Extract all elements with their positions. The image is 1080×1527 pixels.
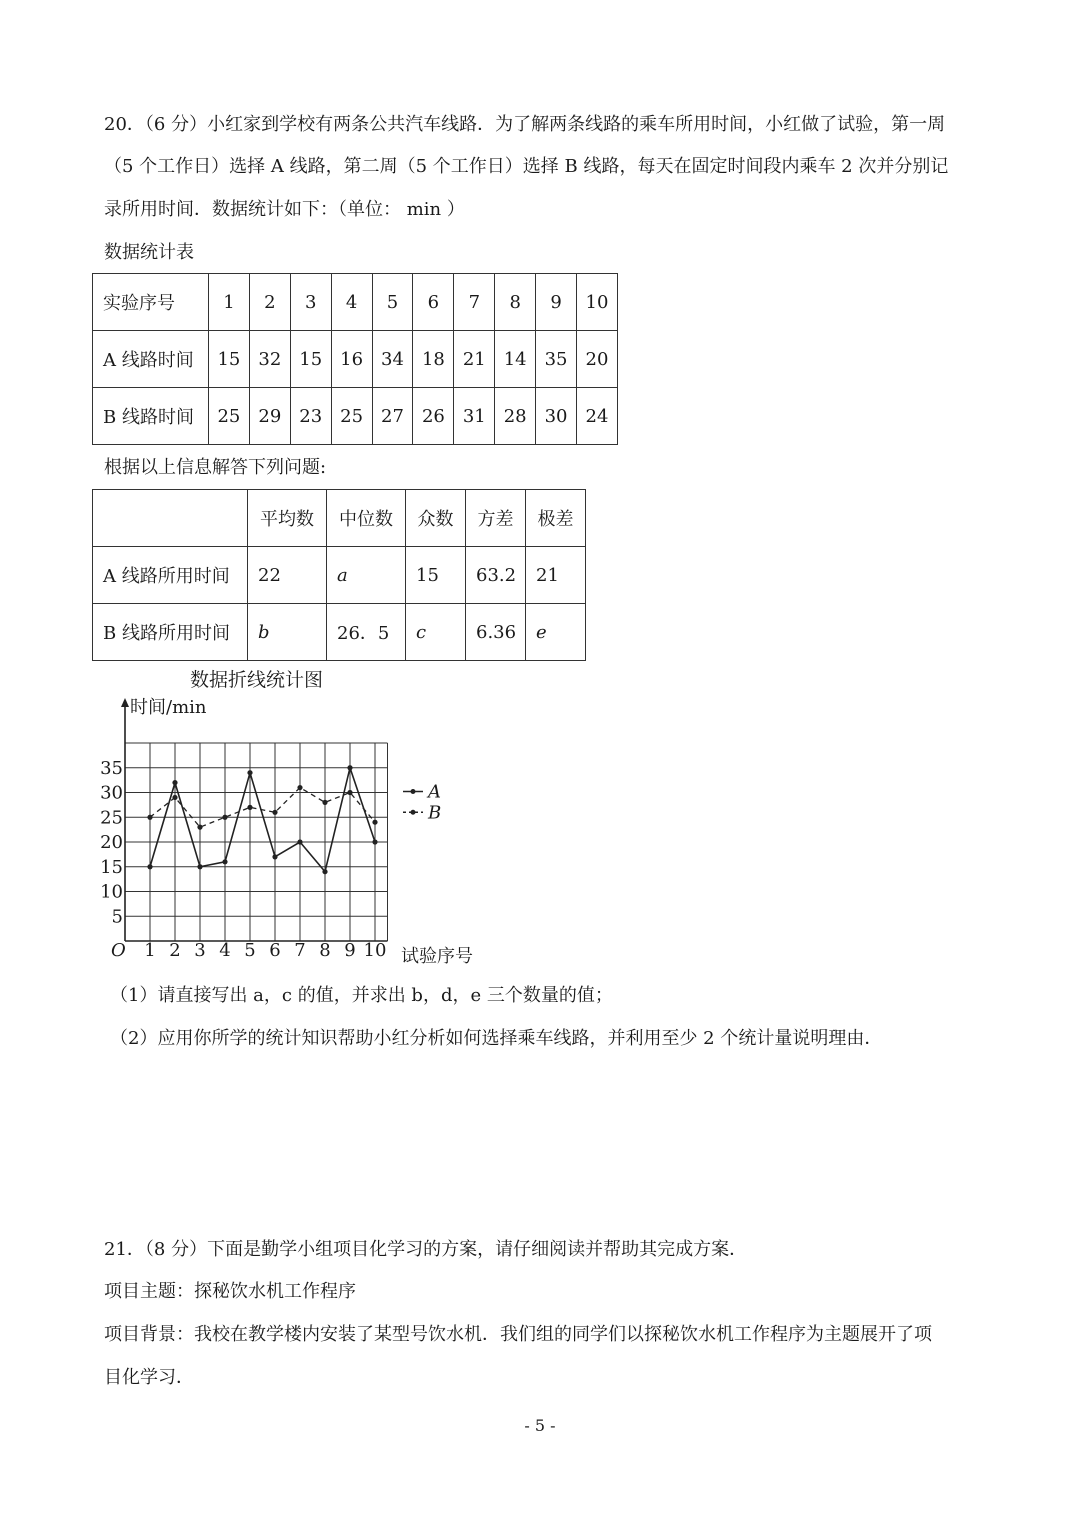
table-header: 众数 bbox=[406, 490, 466, 547]
row-a-label: A 线路所用时间 bbox=[93, 547, 248, 604]
data-point-B bbox=[247, 805, 252, 810]
data-point-A bbox=[297, 839, 302, 844]
table-cell: 25 bbox=[331, 388, 372, 445]
q21-line-1: 21．（8 分）下面是勤学小组项目化学习的方案，请仔细阅读并帮助其完成方案． bbox=[104, 1239, 748, 1260]
line-chart bbox=[100, 668, 500, 968]
data-point-A bbox=[222, 859, 227, 864]
x-tick-label: 10 bbox=[363, 940, 387, 961]
table-cell: 21 bbox=[526, 547, 586, 604]
table-cell: 30 bbox=[536, 388, 577, 445]
x-tick-label: 9 bbox=[344, 940, 356, 961]
y-tick-label: 15 bbox=[100, 856, 123, 878]
data-point-B bbox=[347, 790, 352, 795]
legend-marker-B bbox=[411, 810, 416, 815]
table-header: 中位数 bbox=[327, 490, 406, 547]
table-row bbox=[93, 490, 586, 547]
table-cell: 1 bbox=[209, 274, 250, 331]
table-cell: a bbox=[327, 547, 406, 604]
table-cell: b bbox=[248, 604, 327, 661]
legend-label-B: B bbox=[428, 802, 442, 824]
table-cell: 22 bbox=[248, 547, 327, 604]
table-header-label: 实验序号 bbox=[93, 274, 209, 331]
table-header: 平均数 bbox=[248, 490, 327, 547]
table-cell: 14 bbox=[495, 331, 536, 388]
table-cell: 26．5 bbox=[327, 604, 406, 661]
table-cell: 31 bbox=[454, 388, 495, 445]
table-cell: 25 bbox=[209, 388, 250, 445]
answer-intro: 根据以上信息解答下列问题: bbox=[104, 457, 327, 478]
x-tick-label: 3 bbox=[194, 940, 206, 961]
table-row bbox=[93, 388, 618, 445]
q21-background-2: 目化学习． bbox=[104, 1367, 194, 1388]
table-cell: 15 bbox=[290, 331, 331, 388]
table-cell: 63.2 bbox=[466, 547, 526, 604]
y-axis-arrow-icon bbox=[121, 698, 129, 707]
table-cell: 32 bbox=[249, 331, 290, 388]
table-cell: 16 bbox=[331, 331, 372, 388]
data-point-A bbox=[372, 839, 377, 844]
table-cell: 6 bbox=[413, 274, 454, 331]
x-tick-label: 2 bbox=[169, 940, 181, 961]
data-point-B bbox=[372, 820, 377, 825]
stats-table bbox=[92, 489, 586, 661]
table-cell: 15 bbox=[209, 331, 250, 388]
data-point-A bbox=[322, 869, 327, 874]
chart-title: 数据折线统计图 bbox=[190, 669, 324, 691]
x-tick-label: 5 bbox=[244, 940, 256, 961]
y-tick-label: 10 bbox=[100, 881, 123, 903]
table-cell: 2 bbox=[249, 274, 290, 331]
table-cell: 7 bbox=[454, 274, 495, 331]
data-point-B bbox=[147, 815, 152, 820]
table-cell: 23 bbox=[290, 388, 331, 445]
q20-line-1: 20．（6 分）小红家到学校有两条公共汽车线路．为了解两条线路的乘车所用时间，小红做了试验，第一周 bbox=[104, 114, 946, 135]
table-cell: 8 bbox=[495, 274, 536, 331]
data-point-A bbox=[197, 864, 202, 869]
data-point-A bbox=[272, 854, 277, 859]
table1-title: 数据统计表 bbox=[104, 242, 194, 263]
data-point-B bbox=[297, 785, 302, 790]
table-row bbox=[93, 274, 618, 331]
x-tick-label: 1 bbox=[144, 940, 156, 961]
data-point-B bbox=[322, 800, 327, 805]
table-header: 方差 bbox=[466, 490, 526, 547]
series-line-A bbox=[150, 768, 375, 872]
q21-background-1: 项目背景：我校在教学楼内安装了某型号饮水机．我们组的同学们以探秘饮水机工作程序为主题展开了项 bbox=[104, 1324, 932, 1345]
data-point-A bbox=[347, 765, 352, 770]
origin-label: O bbox=[111, 940, 126, 961]
y-tick-label: 35 bbox=[100, 757, 123, 779]
table-cell: 21 bbox=[454, 331, 495, 388]
table-cell: 28 bbox=[495, 388, 536, 445]
q20-line-3: 录所用时间．数据统计如下：（单位： min ） bbox=[104, 199, 465, 220]
y-tick-label: 20 bbox=[100, 832, 123, 853]
data-point-B bbox=[222, 815, 227, 820]
table-row bbox=[93, 547, 586, 604]
table-cell: 5 bbox=[372, 274, 413, 331]
q20-line-2: （5 个工作日）选择 A 线路，第二周（5 个工作日）选择 B 线路，每天在固定时间段内乘车 2 次并分别记 bbox=[104, 156, 949, 177]
x-tick-label: 6 bbox=[269, 940, 281, 961]
data-point-B bbox=[272, 810, 277, 815]
y-tick-label: 5 bbox=[111, 906, 123, 928]
table-cell: 24 bbox=[577, 388, 618, 445]
table-cell: 20 bbox=[577, 331, 618, 388]
table-cell: 27 bbox=[372, 388, 413, 445]
table-cell: 29 bbox=[249, 388, 290, 445]
table-header: 极差 bbox=[526, 490, 586, 547]
row-a-label: A 线路时间 bbox=[93, 331, 209, 388]
x-axis-label: 试验序号 bbox=[401, 946, 473, 967]
table-cell: c bbox=[406, 604, 466, 661]
q20-sub-2: （2）应用你所学的统计知识帮助小红分析如何选择乘车线路，并利用至少 2 个统计量说明理由． bbox=[110, 1028, 883, 1049]
data-point-A bbox=[247, 770, 252, 775]
y-axis-label: 时间/min bbox=[130, 697, 207, 718]
page-number: - 5 - bbox=[524, 1416, 556, 1435]
table-row bbox=[93, 604, 586, 661]
data-point-B bbox=[172, 795, 177, 800]
x-tick-label: 8 bbox=[319, 940, 331, 961]
table-cell: 6.36 bbox=[466, 604, 526, 661]
table-cell: 35 bbox=[536, 331, 577, 388]
y-tick-label: 25 bbox=[100, 807, 123, 829]
table-cell-empty bbox=[93, 490, 248, 547]
q21-theme: 项目主题：探秘饮水机工作程序 bbox=[104, 1281, 356, 1302]
data-point-B bbox=[197, 825, 202, 830]
table-cell: 10 bbox=[577, 274, 618, 331]
x-tick-label: 4 bbox=[219, 940, 231, 961]
legend-label-A: A bbox=[428, 781, 441, 803]
row-b-label: B 线路时间 bbox=[93, 388, 209, 445]
q20-sub-1: （1）请直接写出 a，c 的值，并求出 b，d，e 三个数量的值； bbox=[110, 985, 613, 1006]
table-cell: e bbox=[526, 604, 586, 661]
table-cell: 18 bbox=[413, 331, 454, 388]
data-table bbox=[92, 273, 618, 445]
data-point-A bbox=[172, 780, 177, 785]
table-cell: 34 bbox=[372, 331, 413, 388]
data-point-A bbox=[147, 864, 152, 869]
table-cell: 3 bbox=[290, 274, 331, 331]
legend-marker-A bbox=[411, 789, 416, 794]
table-row bbox=[93, 331, 618, 388]
row-b-label: B 线路所用时间 bbox=[93, 604, 248, 661]
table-cell: 26 bbox=[413, 388, 454, 445]
table-cell: 9 bbox=[536, 274, 577, 331]
x-tick-label: 7 bbox=[294, 940, 306, 961]
table-cell: 15 bbox=[406, 547, 466, 604]
y-tick-label: 30 bbox=[100, 782, 123, 804]
table-cell: 4 bbox=[331, 274, 372, 331]
